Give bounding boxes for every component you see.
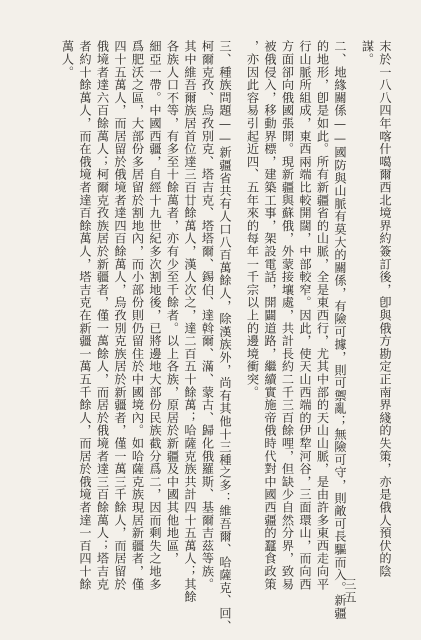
text-line: 萬人。 bbox=[60, 40, 75, 79]
text-line: 爲肥沃之區，大部份多居留於割地內，而小部份則仍留住於中國境內。如哈薩克族現居新疆者，僅 bbox=[130, 40, 145, 591]
text-line: 三、種族問題——新疆省共有人口八百萬餘人，除漢族外，尚有其他十三種之多：維吾爾、哈薩克、回、 bbox=[218, 40, 232, 633]
text-line: 各族人口不等，有多至十餘萬者，亦有少至千餘者。以上各族，原居於新疆及中國其他地區， bbox=[165, 40, 180, 565]
paragraph-intro bbox=[358, 40, 393, 578]
paragraph-spacer bbox=[348, 40, 358, 560]
paragraph-geography bbox=[243, 40, 348, 620]
text-line: 行山脈所組成，東西兩端比較開闊，中部較窄。因此，使天山西端的伊犂河谷，三面環山，而向西 bbox=[298, 40, 312, 591]
text-line: 柯爾克孜、烏孜別克、塔吉克、塔塔爾、錫伯、達斡爾、滿、蒙古、歸化俄羅斯、基爾吉茲等族。 bbox=[200, 40, 215, 591]
text-line: 者約十餘萬人，而在俄境者達百餘萬人，塔吉克在新疆一萬五千餘人，而居於俄境者達一百四十餘 bbox=[78, 40, 92, 591]
text-line: 被俄侵入，移動界標，建築工事，架設電話，開闢道路，繼續實施帝俄時代對中國西疆的蠶食政策 bbox=[263, 40, 277, 591]
text-line: 謀。 bbox=[360, 40, 375, 66]
text-line: 其中維吾爾族居首位達三百廿餘萬人，漢人次之，達二百五十餘萬；哈薩克族共計四十五萬人；其餘 bbox=[183, 40, 197, 604]
text-line: 的地形，卽是如此。所有新疆省的山脈，全是東西行，尤其中部的天山山脈，是由許多東西走向平 bbox=[315, 40, 330, 591]
text-line: 俄境者達六百餘萬人；柯爾克孜族居於新疆者，僅一萬餘人，而居於俄境者達三百餘萬人；塔吉克 bbox=[95, 40, 110, 591]
page-number: 三五 bbox=[343, 578, 357, 604]
paragraph-spacer bbox=[233, 40, 243, 560]
text-line: 四十五萬人，而居留於俄境者達四百餘萬人，烏孜別克族居於新疆者，僅一萬三千餘人，而居留於 bbox=[113, 40, 127, 591]
text-line: ，亦因此容易引起近四、五年來的每年一千宗以上的邊境衝突。 bbox=[245, 40, 260, 399]
text-line: 方面卻向俄國張開。現新疆與蘇俄，外蒙接壤處，共計長約二千三百餘哩，但缺少自然分界，致易 bbox=[280, 40, 295, 591]
paragraph-ethnic-groups bbox=[58, 40, 233, 633]
text-line: 二、地緣關係——國防與山脈有莫大的關係，有險可據，則可禦亂；無險可守，則敵可長驅而入。新疆 bbox=[333, 40, 347, 620]
text-line: 末於一八八四年喀什噶爾西北境界約簽訂後，卽與俄方勘定正南界綫的失策，亦是俄人預伏的陰 bbox=[378, 40, 392, 578]
text-line: 細亞一帶。中國西疆，自經十九世紀多次割地後，已將邊地大部份民族截分爲二，因而剩失之地多 bbox=[148, 40, 162, 591]
